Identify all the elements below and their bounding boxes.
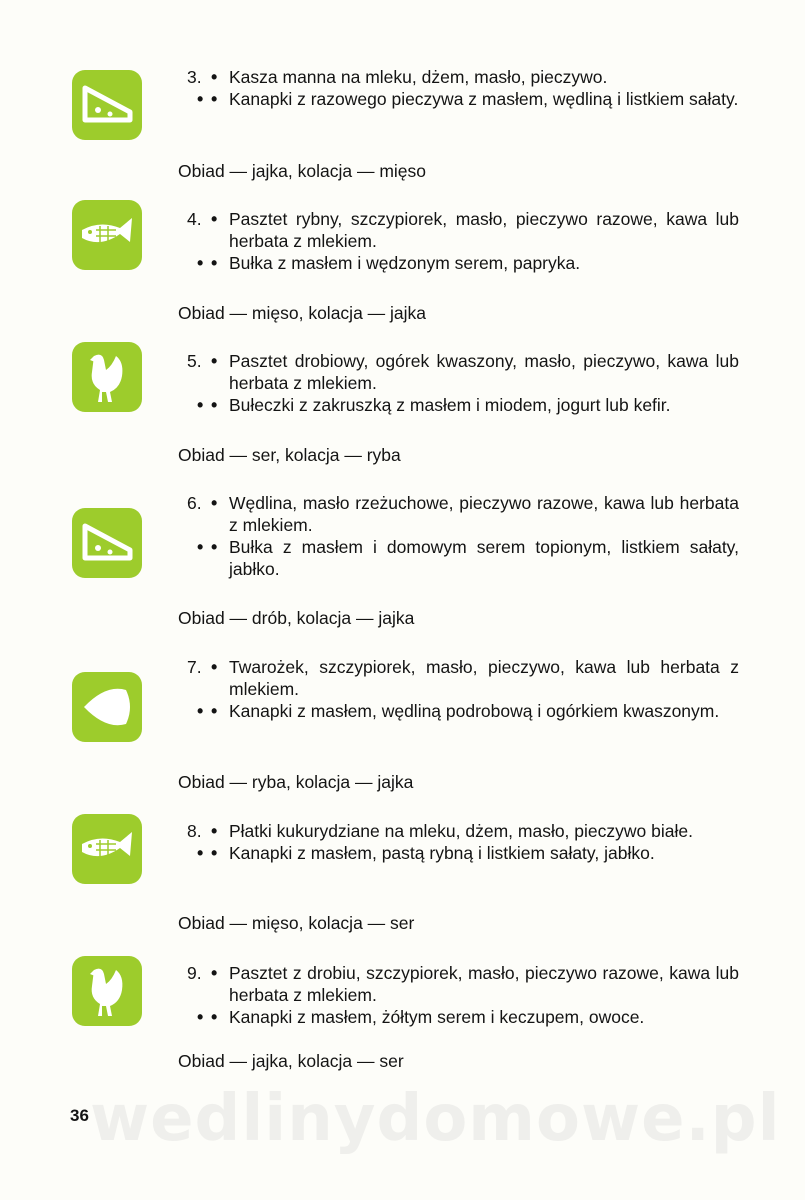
breakfast-2 xyxy=(187,394,739,416)
menu-item xyxy=(187,656,739,722)
breakfast-1 xyxy=(187,208,739,252)
dinner-line: Obiad — ser, kolacja — ryba xyxy=(178,445,401,465)
dinner-line: Obiad — jajka, kolacja — ser xyxy=(178,1051,404,1071)
menu-number: 8. xyxy=(187,821,202,841)
breakfast-2 xyxy=(187,536,739,580)
breakfast-1 xyxy=(187,820,739,842)
bullet-double: • xyxy=(197,1007,204,1027)
bullet-double: • xyxy=(197,253,204,273)
menu-number: 7. xyxy=(187,657,202,677)
bullet-single: • xyxy=(211,657,218,677)
breakfast-1-text: Pasztet z drobiu, szczypiorek, masło, pieczywo razowe, kawa lub herbata z mlekiem. xyxy=(229,963,739,1005)
menu-item xyxy=(187,66,739,110)
meat-icon xyxy=(72,672,142,742)
bullet-double-2: • xyxy=(211,253,218,273)
breakfast-2-text: Kanapki z masłem, pastą rybną i listkiem sałaty, jabłko. xyxy=(229,843,655,863)
breakfast-2-text: Bułeczki z zakruszką z masłem i miodem, jogurt lub kefir. xyxy=(229,395,671,415)
breakfast-1-text: Płatki kukurydziane na mleku, dżem, masło, pieczywo białe. xyxy=(229,821,693,841)
menu-number: 5. xyxy=(187,351,202,371)
breakfast-1 xyxy=(187,350,739,394)
bullet-double-2: • xyxy=(211,89,218,109)
breakfast-1-text: Twarożek, szczypiorek, masło, pieczywo, kawa lub herbata z mlekiem. xyxy=(229,657,739,699)
breakfast-1 xyxy=(187,962,739,1006)
breakfast-2 xyxy=(187,252,739,274)
breakfast-2 xyxy=(187,1006,739,1028)
bullet-double: • xyxy=(197,701,204,721)
menu-item xyxy=(187,208,739,274)
breakfast-1-text: Pasztet drobiowy, ogórek kwaszony, masło, pieczywo, kawa lub herbata z mlekiem. xyxy=(229,351,739,393)
breakfast-1-text: Kasza manna na mleku, dżem, masło, pieczywo. xyxy=(229,67,608,87)
dinner-line: Obiad — ryba, kolacja — jajka xyxy=(178,772,414,792)
fish-icon xyxy=(72,200,142,270)
dinner-line: Obiad — jajka, kolacja — mięso xyxy=(178,161,427,181)
breakfast-1 xyxy=(187,492,739,536)
breakfast-2 xyxy=(187,842,739,864)
fish-icon xyxy=(72,814,142,884)
breakfast-1 xyxy=(187,656,739,700)
rooster-icon xyxy=(72,956,142,1026)
bullet-double-2: • xyxy=(211,395,218,415)
menu-item xyxy=(187,350,739,416)
menu-item xyxy=(187,962,739,1028)
breakfast-1 xyxy=(187,66,739,88)
breakfast-2 xyxy=(187,700,739,722)
menu-item xyxy=(187,492,739,580)
bullet-double: • xyxy=(197,89,204,109)
menu-number: 4. xyxy=(187,209,202,229)
bullet-single: • xyxy=(211,821,218,841)
cheese-icon xyxy=(72,508,142,578)
bullet-single: • xyxy=(211,351,218,371)
rooster-icon xyxy=(72,342,142,412)
dinner-line: Obiad — mięso, kolacja — jajka xyxy=(178,303,427,323)
menu-item xyxy=(187,820,739,864)
bullet-single: • xyxy=(211,67,218,87)
bullet-double: • xyxy=(197,843,204,863)
breakfast-2-text: Bułka z masłem i domowym serem topionym, listkiem sałaty, jabłko. xyxy=(229,537,739,579)
breakfast-1-text: Wędlina, masło rzeżuchowe, pieczywo razowe, kawa lub herbata z mlekiem. xyxy=(229,493,739,535)
menu-number: 6. xyxy=(187,493,202,513)
bullet-double-2: • xyxy=(211,701,218,721)
breakfast-2-text: Bułka z masłem i wędzonym serem, papryka. xyxy=(229,253,581,273)
bullet-single: • xyxy=(211,963,218,983)
bullet-double-2: • xyxy=(211,843,218,863)
bullet-single: • xyxy=(211,493,218,513)
menu-number: 3. xyxy=(187,67,202,87)
dinner-line: Obiad — mięso, kolacja — ser xyxy=(178,913,415,933)
breakfast-1-text: Pasztet rybny, szczypiorek, masło, pieczywo razowe, kawa lub herbata z mlekiem. xyxy=(229,209,739,251)
bullet-double: • xyxy=(197,537,204,557)
page-number: 36 xyxy=(70,1106,89,1125)
menu-number: 9. xyxy=(187,963,202,983)
breakfast-2 xyxy=(187,88,739,110)
dinner-line: Obiad — drób, kolacja — jajka xyxy=(178,608,415,628)
bullet-single: • xyxy=(211,209,218,229)
bullet-double: • xyxy=(197,395,204,415)
cheese-icon xyxy=(72,70,142,140)
bullet-double-2: • xyxy=(211,1007,218,1027)
breakfast-2-text: Kanapki z masłem, żółtym serem i keczupem, owoce. xyxy=(229,1007,645,1027)
bullet-double-2: • xyxy=(211,537,218,557)
breakfast-2-text: Kanapki z razowego pieczywa z masłem, wędliną i listkiem sałaty. xyxy=(229,89,739,109)
breakfast-2-text: Kanapki z masłem, wędliną podrobową i ogórkiem kwaszonym. xyxy=(229,701,720,721)
watermark: wedlinydomowe.pl xyxy=(90,1082,781,1156)
